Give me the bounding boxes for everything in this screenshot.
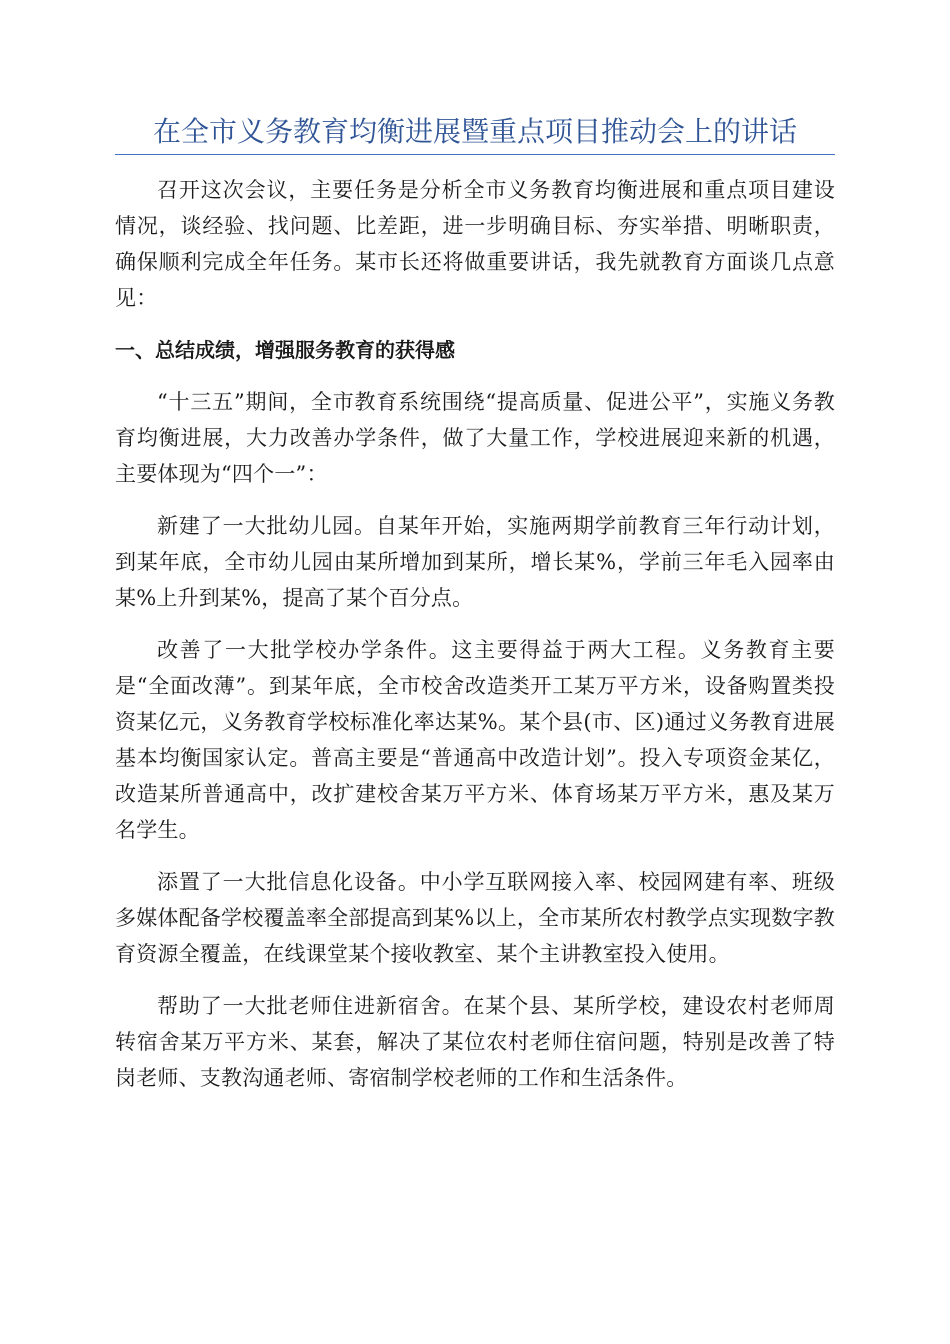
document-title: 在全市义务教育均衡进展暨重点项目推动会上的讲话 [152, 115, 797, 148]
body-paragraph: 改善了一大批学校办学条件。这主要得益于两大工程。义务教育主要是“全面改薄”。到某年底，全市校舍改造类开工某万平方米，设备购置类投资某亿元，义务教育学校标准化率达某%。某个县(市、区)通过义务教育进展基本均衡国家认定。普高主要是“普通高中改造计划”。投入专项资金某亿，改造某所普通高中，改扩建校舍某万平方米、体育场某万平方米，惠及某万名学生。 [115, 638, 835, 842]
section-heading: 一、总结成绩，增强服务教育的获得感 [115, 338, 455, 362]
document-body [115, 172, 835, 1112]
title-underline [115, 154, 835, 155]
body-paragraph: 新建了一大批幼儿园。自某年开始，实施两期学前教育三年行动计划，到某年底，全市幼儿园由某所增加到某所，增长某%，学前三年毛入园率由某%上升到某%，提高了某个百分点。 [115, 514, 835, 610]
body-paragraph: 添置了一大批信息化设备。中小学互联网接入率、校园网建有率、班级多媒体配备学校覆盖率全部提高到某%以上，全市某所农村教学点实现数字教育资源全覆盖，在线课堂某个接收教室、某个主讲教室投入使用。 [115, 870, 835, 966]
body-paragraph: “十三五”期间，全市教育系统围绕“提高质量、促进公平”，实施义务教育均衡进展，大力改善办学条件，做了大量工作，学校进展迎来新的机遇，主要体现为“四个一”： [115, 390, 835, 486]
intro-paragraph: 召开这次会议，主要任务是分析全市义务教育均衡进展和重点项目建设情况，谈经验、找问题、比差距，进一步明确目标、夯实举措、明晰职责，确保顺利完成全年任务。某市长还将做重要讲话，我先就教育方面谈几点意见： [115, 178, 835, 310]
body-paragraph: 帮助了一大批老师住进新宿舍。在某个县、某所学校，建设农村老师周转宿舍某万平方米、某套，解决了某位农村老师住宿问题，特别是改善了特岗老师、支教沟通老师、寄宿制学校老师的工作和生活条件。 [115, 994, 835, 1090]
